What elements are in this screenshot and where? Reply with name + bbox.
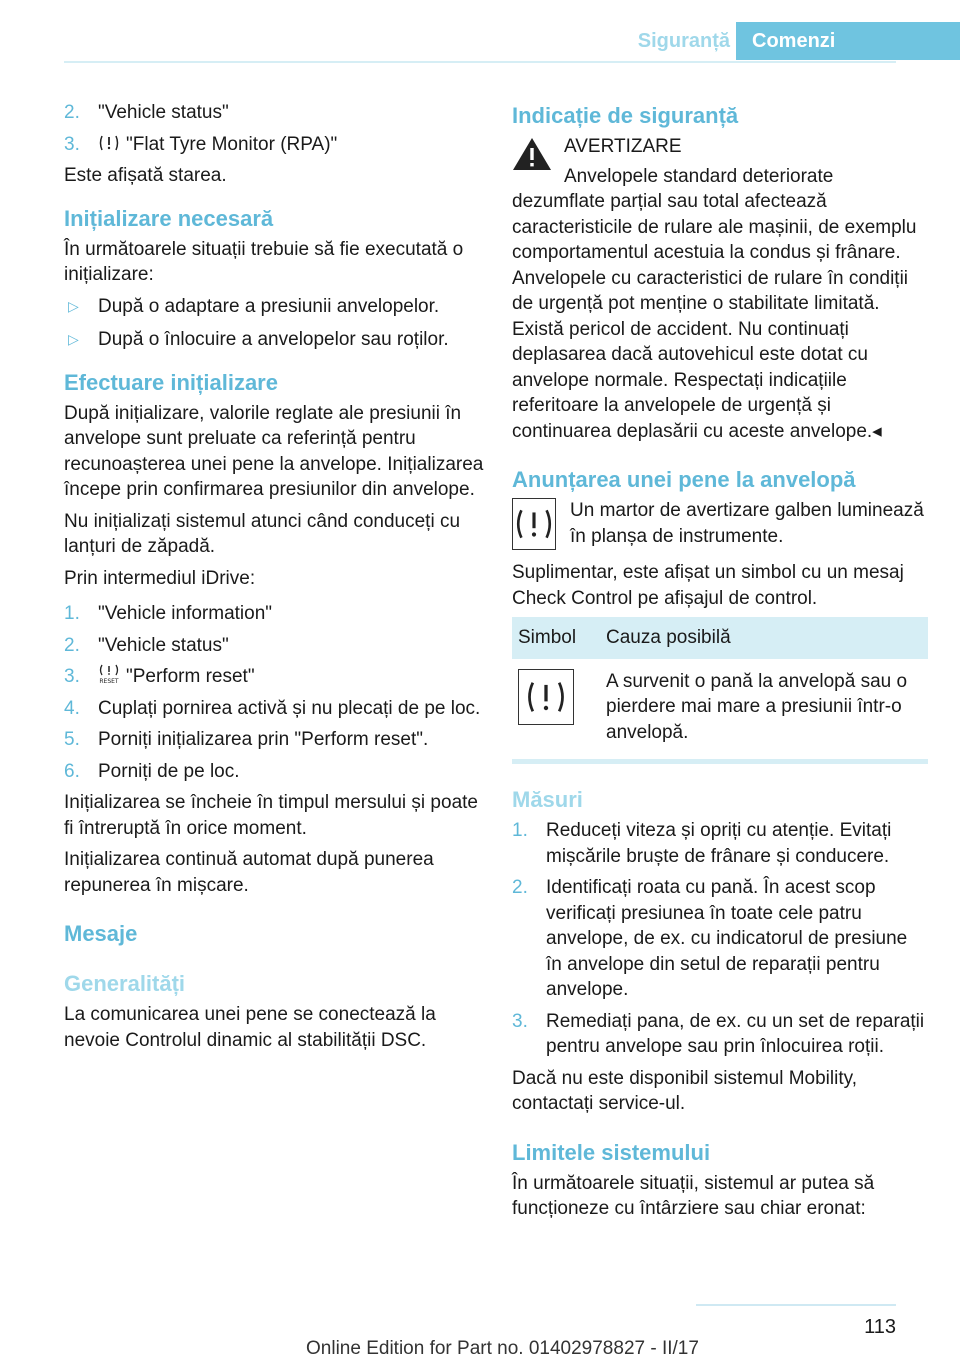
init-bullets (64, 294, 484, 353)
list-item: 4. Cuplați pornirea activă și nu plecați de pe loc. (64, 697, 481, 719)
announce-text: Un martor de avertizare galben luminează în planșa de instrumente. (570, 500, 924, 547)
list-item: 5. Porniți inițializarea prin "Perform reset". (64, 729, 429, 750)
paragraph: După inițializare, valorile reglate ale presiunii în anvelope sunt preluate ca referință pentru recunoașterea unei pene la anvelope. Inițializarea începe prin confirmarea presiunilor din anvelope. (64, 402, 484, 500)
list-item: 3. "Flat Tyre Monitor (RPA)" (64, 133, 338, 155)
warning-triangle-icon (512, 136, 552, 172)
edition-footer: Online Edition for Part no. 01402978827 - II/17 (306, 1338, 699, 1359)
page-number: 113 (864, 1316, 896, 1338)
list-item: 2. "Vehicle status" (64, 634, 229, 656)
table-row (512, 659, 928, 762)
triangle-bullet-icon: ▷ (68, 297, 79, 314)
init-needed-text: În următoarele situații trebuie să fie executată o inițializare: (64, 238, 464, 285)
warning-block (512, 134, 928, 444)
symbol-table (512, 617, 928, 764)
paragraph: Inițializarea se încheie în timpul mersului și poate fi întreruptă în orice moment. (64, 792, 478, 839)
warning-text: Anvelopele standard deteriorate dezumflate parțial sau total afectează caracteristicile de rulare ale mașinii, de exemplu comportamentul acestuia la condus și frânare. Anvelopele cu caracteristici de rulare în condiții de urgență pot menține o stabilitate limitată. Există pericol de accident. Nu continuați deplasarea dacă autovehicul este dotat cu anvelope normale. Respectați indicațiile referitoare la anvelopele de urgență și continuarea deplasării cu aceste anvelope.◂ (512, 165, 917, 442)
heading-init-needed: Inițializare necesară (64, 205, 274, 231)
limits-text: În următoarele situații, sistemul ar putea să funcționeze cu întârziere sau chiar eronat: (512, 1172, 875, 1219)
heading-measures: Măsuri (512, 787, 583, 812)
table-cell (512, 659, 600, 762)
warning-title: AVERTIZARE (564, 136, 682, 157)
extra-text: Suplimentar, este afișat un simbol cu un mesaj Check Control pe afișajul de control. (512, 562, 904, 609)
measures-list (512, 818, 928, 1060)
tpms-reset-icon (98, 664, 120, 684)
heading-do-init: Efectuare inițializare (64, 369, 278, 395)
footer-divider (696, 1304, 896, 1306)
heading-announce: Anunțarea unei pene la anvelopă (512, 467, 856, 492)
steps-list-a (64, 100, 484, 157)
mobility-text: Dacă nu este disponibil sistemul Mobility, contactați service-ul. (512, 1067, 857, 1114)
paragraph: Prin intermediul iDrive: (64, 567, 256, 589)
general-text: La comunicarea unei pene se conectează la nevoie Controlul dinamic al stabilității DSC. (64, 1004, 436, 1051)
left-column (64, 100, 484, 1059)
tpms-warning-icon (98, 134, 120, 152)
triangle-bullet-icon: ▷ (68, 331, 79, 347)
list-item: 3. Remediați pana, de ex. cu un set de reparații pentru anvelope sau prin înlocuirea roții. (512, 1010, 925, 1057)
paragraph: Inițializarea continuă automat după punerea repunerea în mișcare. (64, 849, 434, 896)
svg-text:RESET: RESET (99, 678, 119, 684)
right-column (512, 100, 928, 1228)
announce-notice (512, 498, 928, 550)
list-item: 2. Identificați roata cu pană. În acest scop verificați presiunea în toate cele patru anvelope, de ex. cu indicatorul de presiune în anvelope din setul de reparații pentru anvelope. (512, 877, 908, 1000)
header-tab-active: Comenzi (736, 22, 960, 60)
heading-limits: Limitele sistemului (512, 1139, 711, 1165)
list-item: 1. "Vehicle information" (64, 603, 273, 624)
table-header: Simbol (512, 617, 600, 659)
table-header-row (512, 617, 928, 659)
header-divider (64, 61, 896, 63)
heading-safety: Indicație de siguranță (512, 103, 739, 128)
table-cell: A survenit o pană la anvelopă sau o pierdere mai mare a presiunii într-o anvelopă. (600, 659, 928, 762)
list-item: 3. RESET "Perform reset" (64, 666, 255, 687)
steps-list-b (64, 601, 484, 784)
heading-general: Generalități (64, 971, 186, 996)
table-header: Cauza posibilă (600, 617, 928, 659)
tpms-warning-icon (512, 498, 556, 550)
status-text: Este afișată starea. (64, 165, 227, 186)
tpms-warning-icon (518, 669, 574, 725)
list-item: 2. "Vehicle status" (64, 102, 229, 123)
list-item: 6. Porniți de pe loc. (64, 760, 240, 782)
list-item: 1. Reduceți viteza și opriți cu atenție. Evitați mișcările bruște de frânare și conducere. (512, 820, 892, 867)
heading-messages: Mesaje (64, 921, 138, 946)
header-tab-inactive: Siguranță (637, 30, 730, 52)
list-item: ▷ După o înlocuire a anvelopelor sau roților. (64, 327, 484, 353)
paragraph: Nu inițializați sistemul atunci când conduceți cu lanțuri de zăpadă. (64, 510, 461, 557)
list-item: ▷ După o adaptare a presiunii anvelopelor. (64, 294, 484, 320)
